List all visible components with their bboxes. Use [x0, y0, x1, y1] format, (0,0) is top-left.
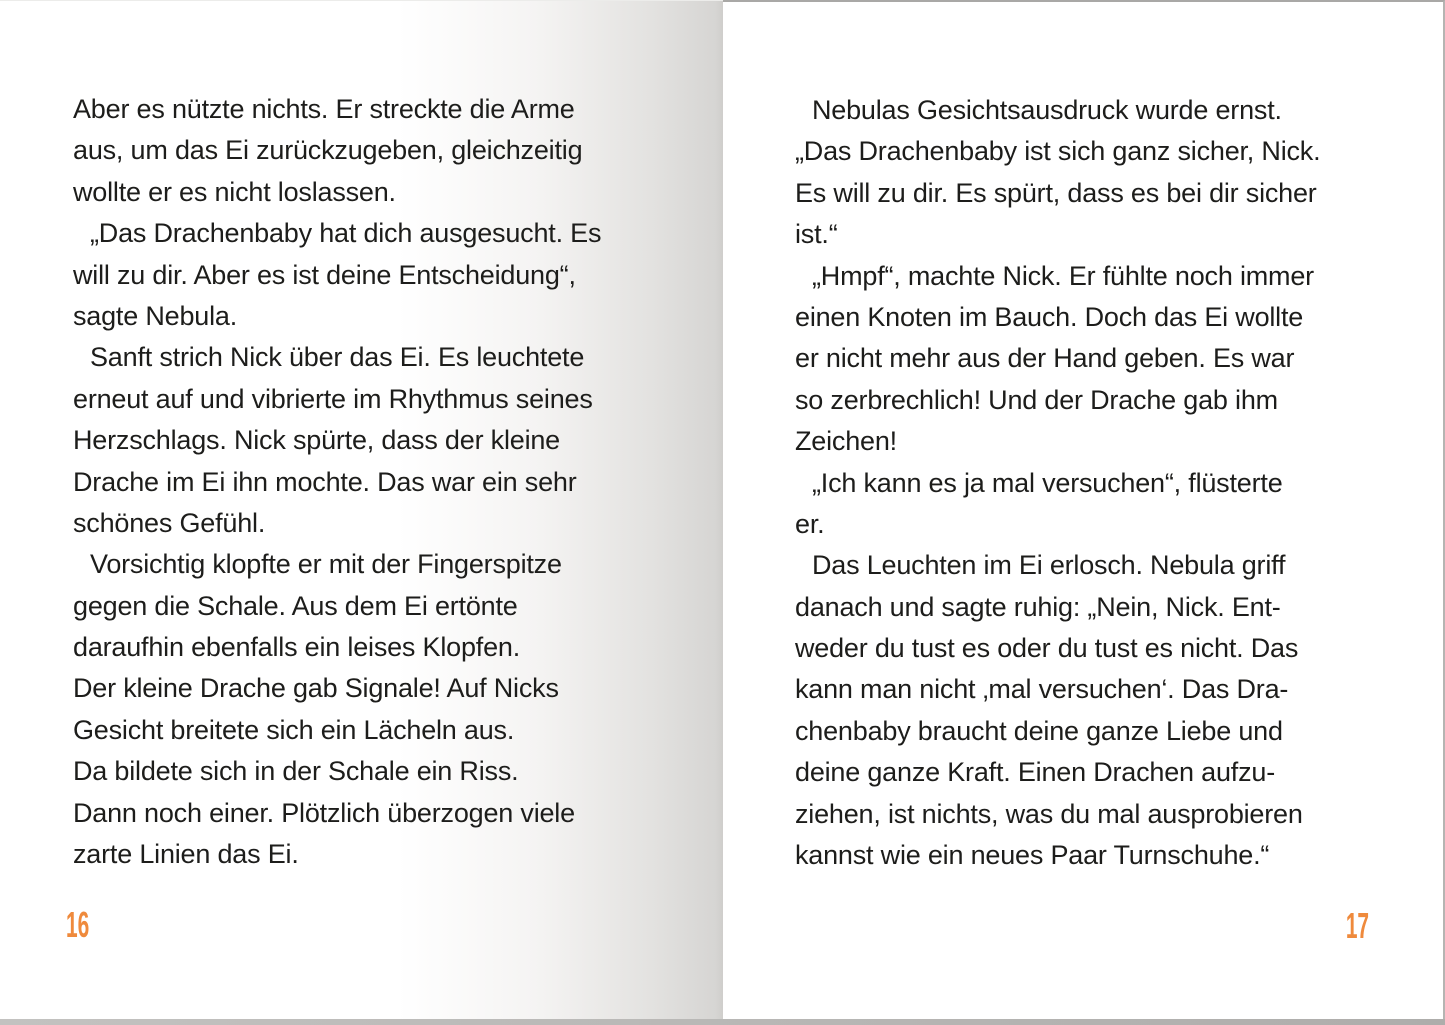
text-line: ziehen, ist nichts, was du mal ausprobieren	[795, 798, 1303, 829]
text-line: danach und sagte ruhig: „Nein, Nick. Ent-	[795, 591, 1281, 622]
text-line: Der kleine Drache gab Signale! Auf Nicks	[73, 673, 559, 704]
page-number-left: 16	[66, 904, 90, 945]
text-line: schönes Gefühl.	[73, 507, 266, 538]
text-line: Zeichen!	[795, 426, 897, 457]
text-line: will zu dir. Aber es ist deine Entscheidung“,	[73, 259, 576, 290]
text-line: so zerbrechlich! Und der Drache gab ihm	[795, 384, 1278, 415]
text-line: einen Knoten im Bauch. Doch das Ei wollte	[795, 301, 1304, 332]
text-line: ist.“	[795, 219, 838, 250]
text-line: gegen die Schale. Aus dem Ei ertönte	[73, 590, 518, 621]
book-bottom-edge	[0, 1019, 1445, 1025]
page-left	[0, 0, 723, 1020]
text-line: Aber es nützte nichts. Er streckte die Arme	[73, 94, 575, 124]
page-right	[723, 0, 1445, 1020]
text-line: „Ich kann es ja mal versuchen“, flüsterte	[812, 467, 1283, 498]
text-line: „Das Drachenbaby hat dich ausgesucht. Es	[90, 218, 602, 249]
text-line: Es will zu dir. Es spürt, dass es bei dir sicher	[795, 177, 1317, 208]
text-line: Dann noch einer. Plötzlich überzogen viele	[73, 797, 575, 828]
text-line: kannst wie ein neues Paar Turnschuhe.“	[795, 840, 1270, 871]
text-line: Drache im Ei ihn mochte. Das war ein sehr	[73, 466, 577, 497]
text-line: Sanft strich Nick über das Ei. Es leuchtete	[90, 342, 585, 373]
text-line: Herzschlags. Nick spürte, dass der kleine	[73, 425, 561, 456]
text-line: zarte Linien das Ei.	[73, 839, 299, 870]
text-line: chenbaby braucht deine ganze Liebe und	[795, 715, 1283, 746]
text-line: „Hmpf“, machte Nick. Er fühlte noch immer	[812, 260, 1314, 291]
text-line: Das Leuchten im Ei erlosch. Nebula griff	[812, 550, 1286, 581]
text-line: erneut auf und vibrierte im Rhythmus seines	[73, 383, 593, 414]
text-line: er nicht mehr aus der Hand geben. Es war	[795, 343, 1295, 374]
text-line: wollte er es nicht loslassen.	[73, 176, 396, 207]
page-right-text	[795, 90, 1387, 876]
text-line: weder du tust es oder du tust es nicht. Das	[795, 633, 1299, 664]
text-line: Nebulas Gesichtsausdruck wurde ernst.	[812, 95, 1282, 125]
text-line: sagte Nebula.	[73, 300, 238, 331]
text-line: Da bildete sich in der Schale ein Riss.	[73, 756, 519, 787]
text-line: Gesicht breitete sich ein Lächeln aus.	[73, 714, 515, 745]
text-line: aus, um das Ei zurückzugeben, gleichzeitig	[73, 135, 583, 166]
text-line: daraufhin ebenfalls ein leises Klopfen.	[73, 632, 521, 663]
text-line: Vorsichtig klopfte er mit der Fingerspitze	[90, 549, 562, 580]
text-line: „Das Drachenbaby ist sich ganz sicher, Nick.	[795, 136, 1321, 167]
page-left-text	[73, 89, 655, 875]
text-line: kann man nicht ‚mal versuchen‘. Das Dra-	[795, 674, 1289, 705]
text-line: er.	[795, 508, 825, 539]
page-number-right: 17	[1345, 905, 1369, 946]
text-line: deine ganze Kraft. Einen Drachen aufzu-	[795, 757, 1276, 788]
